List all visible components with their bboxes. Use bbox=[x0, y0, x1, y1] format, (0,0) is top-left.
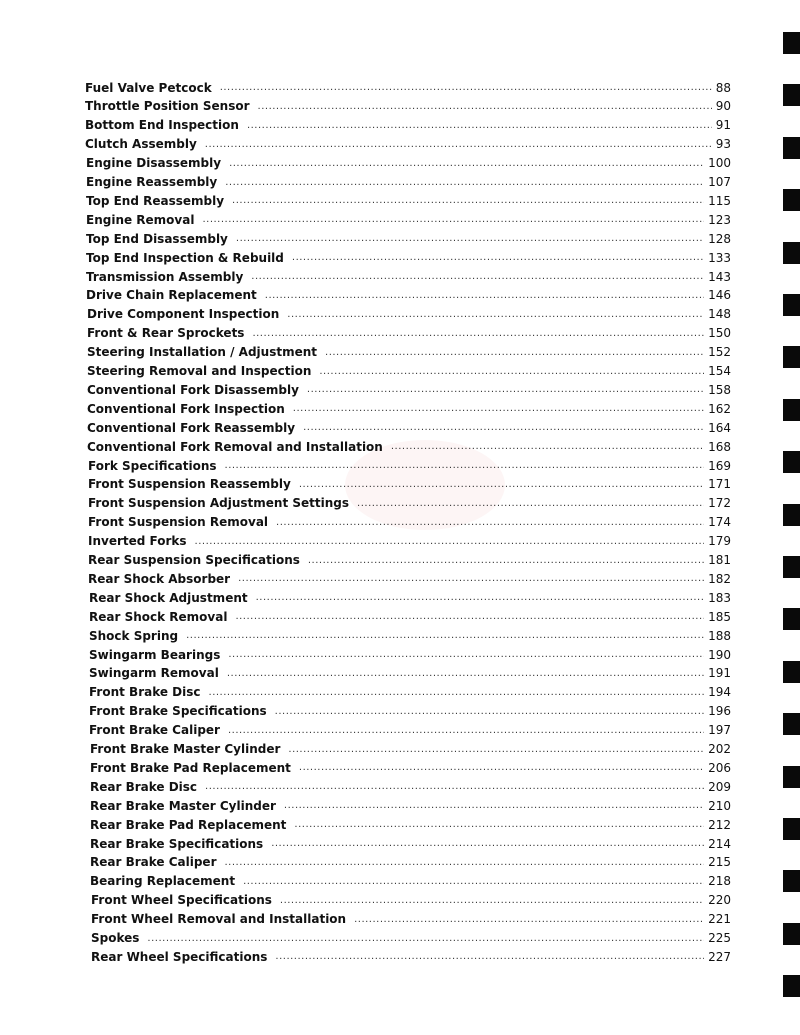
dot-leader bbox=[252, 328, 704, 339]
toc-entry[interactable] bbox=[87, 437, 731, 456]
dot-leader bbox=[195, 536, 705, 547]
dot-leader bbox=[303, 422, 704, 433]
toc-entry-title: Fork Specifications bbox=[88, 458, 217, 473]
dot-leader bbox=[288, 744, 704, 755]
dot-leader bbox=[308, 555, 704, 566]
toc-entry[interactable] bbox=[90, 777, 731, 796]
toc-entry-title: Rear Brake Disc bbox=[90, 779, 198, 794]
toc-entry-page: 179 bbox=[708, 534, 731, 549]
toc-entry-page: 172 bbox=[708, 496, 731, 511]
dot-leader bbox=[280, 895, 704, 906]
toc-entry[interactable] bbox=[89, 626, 731, 645]
dot-leader bbox=[307, 384, 704, 395]
toc-entry-title: Shock Spring bbox=[89, 628, 179, 643]
toc-entry[interactable] bbox=[88, 494, 731, 513]
toc-entry[interactable] bbox=[90, 815, 731, 834]
toc-entry[interactable] bbox=[91, 910, 731, 929]
toc-entry[interactable] bbox=[86, 248, 731, 267]
binding-hole bbox=[783, 189, 800, 211]
dot-leader bbox=[220, 82, 712, 93]
binding-hole bbox=[783, 766, 800, 788]
toc-entry-title: Transmission Assembly bbox=[86, 269, 244, 284]
toc-entry[interactable] bbox=[87, 418, 731, 437]
toc-entry-page: 218 bbox=[708, 874, 731, 889]
toc-entry-title: Bearing Replacement bbox=[90, 874, 236, 889]
dot-leader bbox=[276, 517, 704, 528]
toc-entry-title: Bottom End Inspection bbox=[85, 118, 239, 133]
toc-entry-title: Engine Reassembly bbox=[86, 175, 218, 189]
toc-entry-page: 188 bbox=[708, 628, 731, 643]
toc-entry-page: 123 bbox=[708, 212, 731, 227]
toc-entry[interactable] bbox=[90, 796, 731, 815]
dot-leader bbox=[391, 441, 704, 452]
toc-entry-page: 143 bbox=[708, 269, 731, 284]
toc-entry-page: 221 bbox=[708, 912, 731, 927]
toc-entry[interactable] bbox=[87, 343, 731, 362]
dot-leader bbox=[357, 498, 704, 509]
dot-leader bbox=[284, 800, 704, 811]
toc-entry[interactable] bbox=[89, 664, 731, 683]
toc-entry-title: Rear Suspension Specifications bbox=[88, 553, 300, 567]
toc-entry[interactable] bbox=[85, 116, 731, 135]
toc-entry-page: 181 bbox=[708, 553, 731, 567]
dot-leader bbox=[243, 876, 704, 887]
dot-leader bbox=[299, 762, 704, 773]
toc-entry-page: 152 bbox=[708, 345, 731, 360]
toc-entry[interactable] bbox=[88, 475, 731, 494]
toc-entry-title: Rear Brake Caliper bbox=[90, 855, 217, 870]
binding-hole bbox=[783, 399, 800, 421]
toc-entry-page: 210 bbox=[708, 798, 731, 813]
binding-hole bbox=[783, 504, 800, 526]
dot-leader bbox=[256, 592, 704, 603]
dot-leader bbox=[251, 271, 704, 282]
toc-entry-title: Top End Inspection & Rebuild bbox=[86, 250, 284, 265]
toc-entry-page: 209 bbox=[708, 779, 731, 794]
toc-entry-page: 128 bbox=[708, 231, 731, 246]
toc-entry-title: Drive Chain Replacement bbox=[86, 288, 257, 303]
toc-entry-page: 182 bbox=[708, 571, 731, 586]
toc-entry[interactable] bbox=[89, 645, 731, 664]
toc-entry-title: Conventional Fork Reassembly bbox=[87, 420, 296, 435]
binding-hole bbox=[783, 608, 800, 630]
toc-entry-title: Swingarm Removal bbox=[89, 666, 219, 681]
dot-leader bbox=[236, 233, 704, 244]
toc-entry-title: Front Suspension Removal bbox=[88, 515, 269, 530]
toc-entry-title: Front Brake Pad Replacement bbox=[90, 760, 291, 775]
toc-entry-page: 215 bbox=[708, 855, 731, 870]
toc-entry-title: Rear Brake Pad Replacement bbox=[90, 817, 287, 832]
dot-leader bbox=[238, 573, 704, 584]
toc-entry-title: Front Wheel Specifications bbox=[91, 893, 272, 908]
toc-entry-title: Steering Removal and Inspection bbox=[87, 364, 312, 378]
toc-entry-page: 220 bbox=[708, 893, 731, 908]
toc-entry-title: Rear Wheel Specifications bbox=[91, 949, 268, 964]
toc-entry-title: Conventional Fork Removal and Installation bbox=[87, 439, 383, 454]
binding-hole bbox=[783, 975, 800, 997]
toc-entry-page: 91 bbox=[715, 118, 731, 133]
dot-leader bbox=[228, 725, 704, 736]
toc-entry-page: 115 bbox=[708, 193, 731, 208]
toc-entry-title: Rear Brake Master Cylinder bbox=[90, 798, 276, 813]
toc-entry[interactable] bbox=[87, 305, 731, 324]
binding-hole bbox=[783, 242, 800, 264]
binding-hole bbox=[783, 661, 800, 683]
toc-entry-page: 206 bbox=[708, 760, 731, 775]
toc-entry-page: 174 bbox=[708, 515, 731, 530]
binding-hole bbox=[783, 32, 800, 54]
binding-hole bbox=[783, 818, 800, 840]
toc-entry[interactable] bbox=[90, 853, 731, 872]
toc-entry[interactable] bbox=[90, 740, 731, 759]
toc-entry-page: 107 bbox=[708, 175, 731, 189]
toc-entry-page: 162 bbox=[708, 401, 731, 416]
toc-entry-title: Rear Shock Adjustment bbox=[89, 590, 248, 605]
toc-entry-page: 202 bbox=[708, 742, 731, 756]
toc-entry[interactable] bbox=[85, 97, 731, 116]
toc-entry-title: Front Wheel Removal and Installation bbox=[91, 912, 347, 927]
dot-leader bbox=[271, 838, 704, 849]
toc-entry[interactable] bbox=[85, 135, 731, 154]
toc-entry-title: Top End Reassembly bbox=[86, 193, 225, 208]
dot-leader bbox=[205, 139, 712, 150]
toc-entry-title: Inverted Forks bbox=[88, 534, 187, 549]
dot-leader bbox=[186, 630, 704, 641]
toc-entry[interactable] bbox=[86, 191, 731, 210]
toc-entry-page: 183 bbox=[708, 590, 731, 605]
toc-entry-page: 212 bbox=[708, 817, 731, 832]
toc-entry-title: Engine Disassembly bbox=[86, 156, 222, 171]
toc-entry-page: 158 bbox=[708, 382, 731, 397]
dot-leader bbox=[227, 668, 704, 679]
dot-leader bbox=[275, 951, 704, 962]
toc-entry-title: Front Suspension Adjustment Settings bbox=[88, 496, 350, 511]
toc-entry-title: Front Brake Master Cylinder bbox=[90, 742, 281, 756]
toc-entry[interactable] bbox=[91, 929, 731, 948]
toc-entry-page: 214 bbox=[708, 836, 731, 851]
toc-entry-title: Rear Shock Absorber bbox=[88, 571, 231, 586]
toc-entry[interactable] bbox=[89, 683, 731, 702]
toc-entry[interactable] bbox=[87, 362, 731, 381]
toc-entry-title: Conventional Fork Inspection bbox=[87, 401, 285, 416]
dot-leader bbox=[202, 214, 704, 225]
binding-hole bbox=[783, 137, 800, 159]
toc-entry-title: Fuel Valve Petcock bbox=[85, 80, 212, 95]
toc-entry-page: 227 bbox=[708, 949, 731, 964]
toc-entry-page: 225 bbox=[708, 931, 731, 945]
toc-entry-title: Rear Shock Removal bbox=[89, 609, 228, 624]
toc-entry[interactable] bbox=[91, 947, 731, 966]
toc-entry-title: Front & Rear Sprockets bbox=[87, 326, 245, 341]
toc-entry[interactable] bbox=[86, 229, 731, 248]
dot-leader bbox=[235, 611, 704, 622]
toc-entry[interactable] bbox=[87, 399, 731, 418]
toc-entry-title: Engine Removal bbox=[86, 212, 195, 227]
toc-entry[interactable] bbox=[89, 721, 731, 740]
toc-entry[interactable] bbox=[85, 78, 731, 97]
toc-entry[interactable] bbox=[90, 758, 731, 777]
dot-leader bbox=[325, 347, 704, 358]
binding-hole bbox=[783, 713, 800, 735]
binding-hole bbox=[783, 923, 800, 945]
toc-entry-page: 88 bbox=[715, 80, 731, 95]
dot-leader bbox=[225, 177, 704, 188]
toc-entry-title: Conventional Fork Disassembly bbox=[87, 382, 299, 397]
toc-entry[interactable] bbox=[87, 380, 731, 399]
toc-entry[interactable] bbox=[88, 551, 731, 570]
toc-entry-title: Swingarm Bearings bbox=[89, 647, 221, 662]
toc-entry[interactable] bbox=[86, 286, 731, 305]
dot-leader bbox=[228, 649, 704, 660]
toc-entry-page: 90 bbox=[715, 99, 731, 114]
toc-entry-page: 148 bbox=[708, 307, 731, 322]
toc-entry-title: Rear Brake Specifications bbox=[90, 836, 264, 851]
dot-leader bbox=[293, 403, 704, 414]
toc-entry-title: Front Brake Caliper bbox=[89, 723, 220, 738]
toc-entry-page: 194 bbox=[708, 685, 731, 700]
toc-entry[interactable] bbox=[86, 267, 731, 286]
toc-entry-page: 196 bbox=[708, 704, 731, 719]
dot-leader bbox=[354, 914, 704, 925]
dot-leader bbox=[275, 706, 704, 717]
toc-entry[interactable] bbox=[88, 513, 731, 532]
dot-leader bbox=[319, 366, 704, 377]
toc-entry[interactable] bbox=[87, 324, 731, 343]
toc-entry-title: Clutch Assembly bbox=[85, 137, 197, 152]
toc-entry[interactable] bbox=[88, 456, 731, 475]
toc-entry-page: 150 bbox=[708, 326, 731, 341]
dot-leader bbox=[287, 309, 704, 320]
toc-entry[interactable] bbox=[89, 588, 731, 607]
dot-leader bbox=[225, 460, 705, 471]
toc-entry-page: 171 bbox=[708, 477, 731, 492]
binding-hole bbox=[783, 84, 800, 106]
dot-leader bbox=[299, 479, 704, 490]
binding-hole bbox=[783, 451, 800, 473]
binding-hole bbox=[783, 870, 800, 892]
toc-entry-page: 169 bbox=[708, 458, 731, 473]
toc-entry-page: 185 bbox=[708, 609, 731, 624]
toc-entry[interactable] bbox=[86, 210, 731, 229]
toc-entry-page: 93 bbox=[715, 137, 731, 152]
toc-entry-page: 190 bbox=[708, 647, 731, 662]
toc-entry-title: Front Suspension Reassembly bbox=[88, 477, 291, 492]
binding-hole bbox=[783, 294, 800, 316]
toc-entry-title: Drive Component Inspection bbox=[87, 307, 280, 322]
toc-entry-page: 133 bbox=[708, 250, 731, 265]
dot-leader bbox=[205, 781, 704, 792]
dot-leader bbox=[258, 101, 712, 112]
toc-entry-page: 191 bbox=[708, 666, 731, 681]
toc-entry[interactable] bbox=[89, 702, 731, 721]
toc-entry-page: 146 bbox=[708, 288, 731, 303]
dot-leader bbox=[229, 158, 704, 169]
toc-entry[interactable] bbox=[91, 891, 731, 910]
toc-entry[interactable] bbox=[90, 834, 731, 853]
toc-entry-page: 168 bbox=[708, 439, 731, 454]
toc-entry-title: Front Brake Disc bbox=[89, 685, 201, 700]
binding-hole bbox=[783, 346, 800, 368]
toc-entry[interactable] bbox=[89, 607, 731, 626]
dot-leader bbox=[225, 857, 705, 868]
dot-leader bbox=[265, 290, 704, 301]
toc-entry-title: Throttle Position Sensor bbox=[85, 99, 250, 114]
binding-hole bbox=[783, 556, 800, 578]
toc-entry[interactable] bbox=[90, 872, 731, 891]
toc-entry-title: Spokes bbox=[91, 931, 140, 945]
toc-entry-title: Steering Installation / Adjustment bbox=[87, 345, 318, 360]
toc-entry-page: 197 bbox=[708, 723, 731, 738]
dot-leader bbox=[294, 819, 704, 830]
toc-entry-page: 164 bbox=[708, 420, 731, 435]
dot-leader bbox=[147, 933, 704, 944]
dot-leader bbox=[292, 252, 704, 263]
toc-entry[interactable] bbox=[88, 532, 731, 551]
toc-entry[interactable] bbox=[86, 173, 731, 192]
toc-entry[interactable] bbox=[88, 569, 731, 588]
dot-leader bbox=[247, 120, 712, 131]
dot-leader bbox=[209, 687, 705, 698]
toc-entry-page: 154 bbox=[708, 364, 731, 378]
toc-entry[interactable] bbox=[86, 154, 731, 173]
toc-entry-page: 100 bbox=[708, 156, 731, 171]
toc-entry-title: Front Brake Specifications bbox=[89, 704, 267, 719]
toc-entry-title: Top End Disassembly bbox=[86, 231, 228, 246]
dot-leader bbox=[232, 195, 704, 206]
